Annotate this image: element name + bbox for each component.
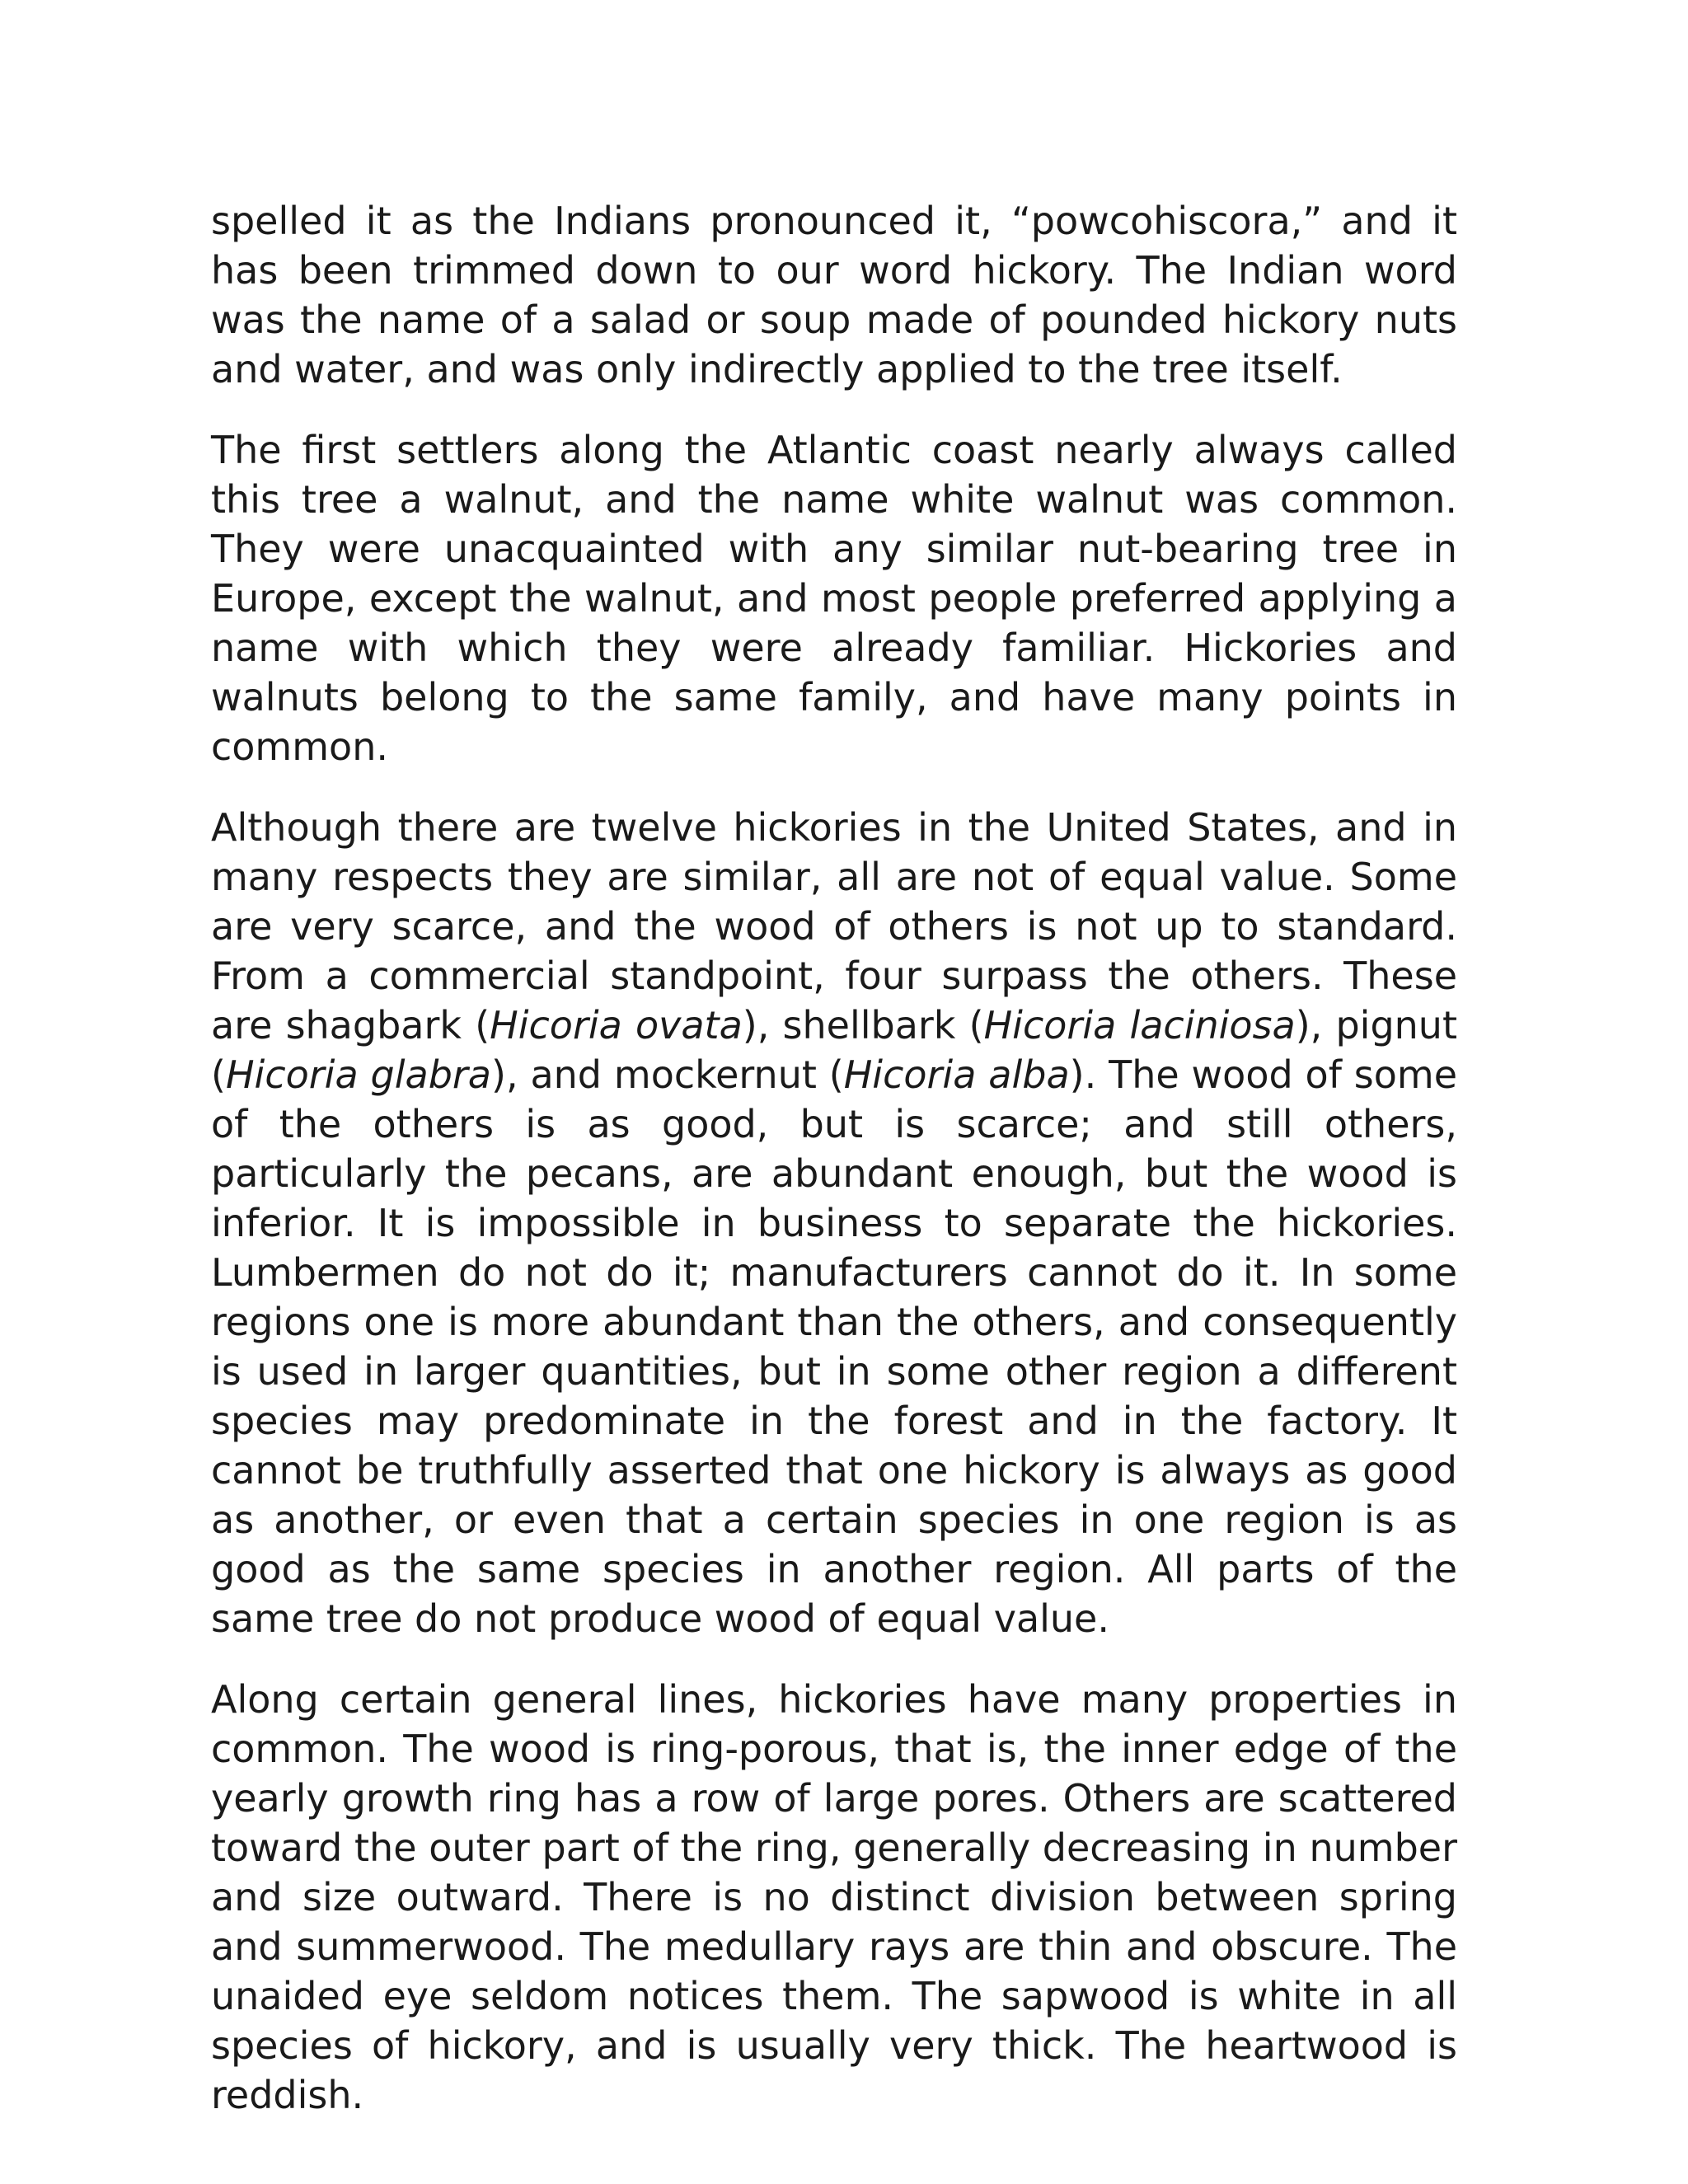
text-segment: ), and mockernut ( (491, 1052, 844, 1097)
body-text (211, 196, 1457, 2120)
text-segment: ). The wood of some of the others is as good, but is scarce; and still others, particularly the pecans, are abundant enough, but the wood is inferior. It is impossible in business to separate the hickories. Lumbermen do not do it; manufacturers cannot do it. In some regions one is more abundant than the others, and consequently is used in larger quantities, but in some other region a different species may predominate in the forest and in the factory. It cannot be truthfully asserted that one hickory is always as good as another, or even that a certain species in one region is as good as the same species in another region. All parts of the same tree do not produce wood of equal value. (211, 1052, 1457, 1641)
text-segment: ), pignut ( (211, 1003, 1457, 1097)
species-name-italic: Hicoria laciniosa (983, 1003, 1296, 1047)
species-name-italic: Hicoria alba (843, 1052, 1070, 1097)
paragraph-1 (211, 196, 1457, 394)
paragraph-2 (211, 425, 1457, 771)
text-segment: Although there are twelve hickories in the United States, and in many respects they are similar, all are not of equal value. Some are very scarce, and the wood of others is not up to standard. From a commercial standpoint, four surpass the others. These are shagbark ( (211, 805, 1457, 1047)
text-segment: ), shellbark ( (742, 1003, 984, 1047)
paragraph-3 (211, 803, 1457, 1643)
text-segment: The first settlers along the Atlantic coast nearly always called this tree a walnut, and the name white walnut was common. They were unacquainted with any similar nut-bearing tree in Europe, except the walnut, and most people preferred applying a name with which they were already familiar. Hickories and walnuts belong to the same family, and have many points in common. (211, 428, 1457, 769)
text-segment: Along certain general lines, hickories have many properties in common. The wood is ring-porous, that is, the inner edge of the yearly growth ring has a row of large pores. Others are scattered toward the outer part of the ring, generally decreasing in number and size outward. There is no distinct division between spring and summerwood. The medullary rays are thin and obscure. The unaided eye seldom notices them. The sapwood is white in all species of hickory, and is usually very thick. The heartwood is reddish. (211, 1677, 1457, 2117)
species-name-italic: Hicoria ovata (490, 1003, 743, 1047)
paragraph-4 (211, 1675, 1457, 2120)
text-segment: spelled it as the Indians pronounced it, “powcohiscora,” and it has been trimmed down to our word hickory. The Indian word was the name of a salad or soup made of pounded hickory nuts and water, and was only indirectly applied to the tree itself. (211, 199, 1457, 391)
species-name-italic: Hicoria glabra (225, 1052, 491, 1097)
